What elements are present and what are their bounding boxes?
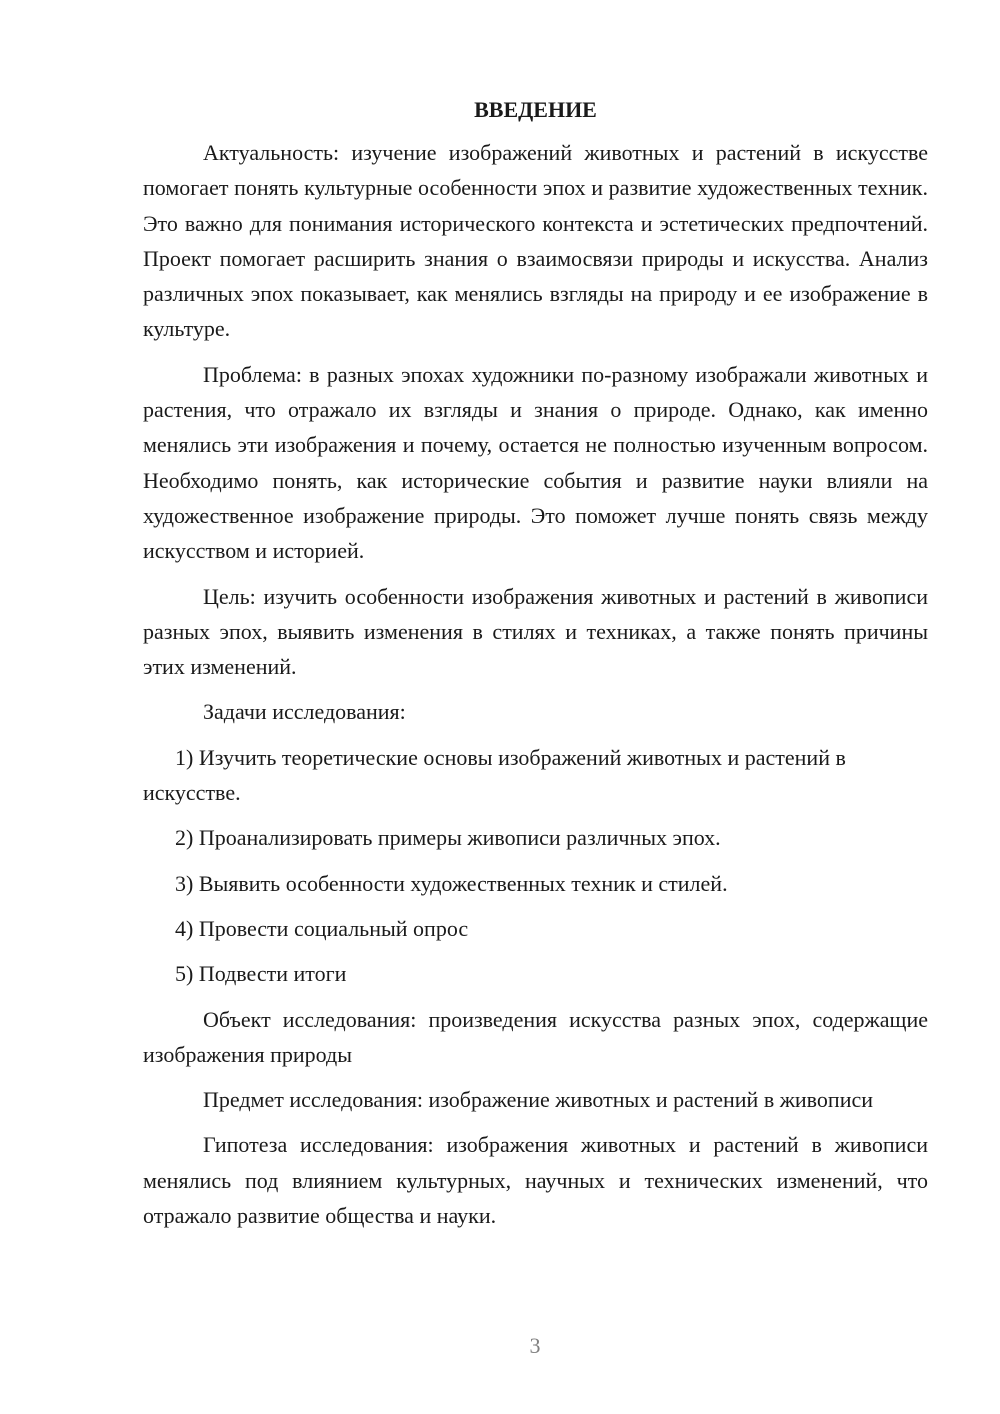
task-item: 2) Проанализировать примеры живописи различных эпох. (175, 825, 721, 851)
paragraph-subject: Предмет исследования: изображение животных и растений в живописи (203, 1087, 874, 1113)
paragraph-relevance: Актуальность: изучение изображений животных и растений в искусстве помогает понять культурные особенности эпох и развитие художественных техник. Это важно для понимания исторического контекста и эстетических предпочтений. Проект помогает расширить знания о взаимосвязи природы и искусства. Анализ различных эпох показывает, как менялись взгляды на природу и ее изображение в культуре. (143, 140, 928, 342)
tasks-heading: Задачи исследования: (203, 699, 406, 725)
page-number: 3 (529, 1333, 541, 1358)
task-item: 5) Подвести итоги (175, 961, 347, 987)
paragraph-hypothesis: Гипотеза исследования: изображения животных и растений в живописи менялись под влиянием культурных, научных и технических изменений, что отражало развитие общества и науки. (143, 1132, 928, 1229)
paragraph-problem: Проблема: в разных эпохах художники по-разному изображали животных и растения, что отражало их взгляды и знания о природе. Однако, как именно менялись эти изображения и почему, остается не полностью изученным вопросом. Необходимо понять, как исторические события и развитие науки влияли на художественное изображение природы. Это поможет лучше понять связь между искусством и историей. (143, 361, 928, 564)
tasks-list (143, 740, 928, 992)
paragraph-object: Объект исследования: произведения искусства разных эпох, содержащие изображения природы (143, 1006, 928, 1067)
paragraph-goal: Цель: изучить особенности изображения животных и растений в живописи разных эпох, выявить изменения в стилях и техниках, а также понять причины этих изменений. (143, 583, 928, 680)
task-item: 3) Выявить особенности художественных техник и стилей. (175, 870, 728, 896)
section-title: ВВЕДЕНИЕ (474, 97, 597, 122)
task-item: 4) Провести социальный опрос (175, 915, 469, 941)
document-page (143, 95, 928, 1243)
task-item: 1) Изучить теоретические основы изображений животных и растений в искусстве. (143, 744, 846, 806)
